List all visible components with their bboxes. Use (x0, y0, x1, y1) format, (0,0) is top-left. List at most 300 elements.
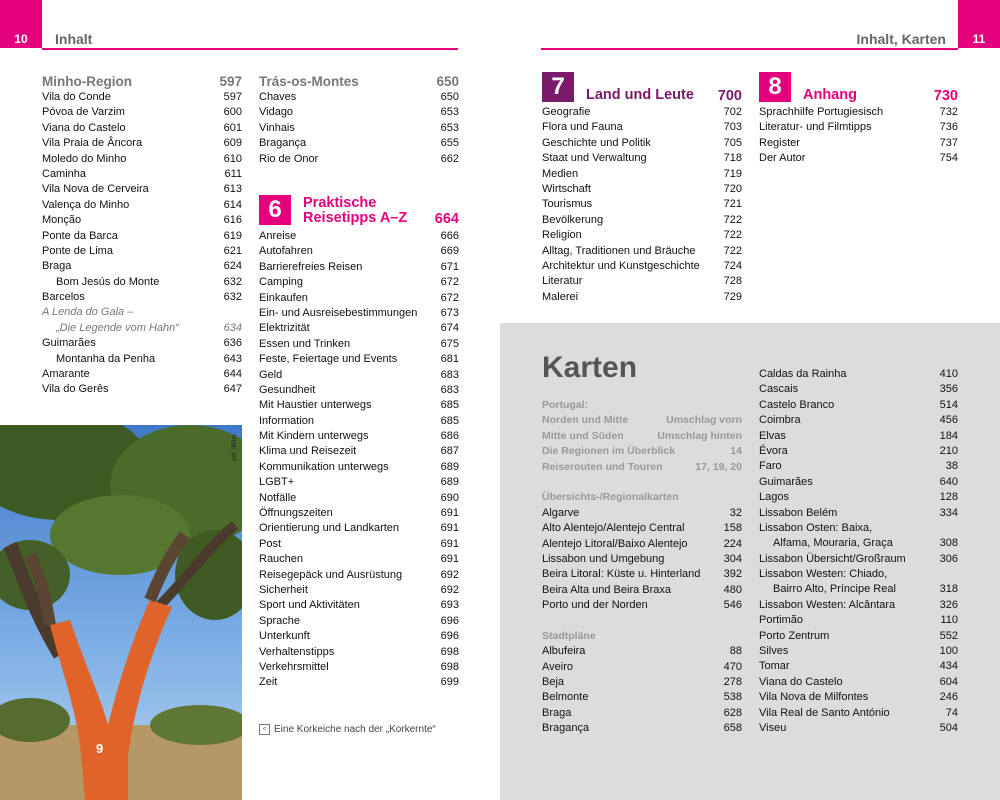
toc-entry (42, 121, 242, 136)
running-header-left: Inhalt (55, 31, 93, 47)
entry-label: Mit Kindern unterwegs (259, 430, 369, 443)
entry-label: Amarante (42, 368, 90, 381)
entry-page: 672 (440, 291, 459, 304)
chapter6-list (259, 229, 459, 691)
toc-entry (542, 228, 742, 243)
toc-entry (759, 613, 958, 628)
entry-page: 685 (440, 399, 459, 412)
section-page: 597 (219, 74, 242, 89)
entry-label: Gesundheit (259, 383, 316, 396)
photo-credit: pdf_384ts (232, 434, 238, 461)
entry-page: 662 (440, 152, 459, 165)
group-label-overview: Übersichts-/Regionalkarten (542, 491, 679, 504)
entry-label: Verkehrsmittel (259, 660, 329, 673)
toc-entry (42, 152, 242, 167)
entry-page: 470 (723, 660, 742, 673)
toc-entry (42, 105, 242, 120)
entry-label: Tomar (759, 660, 790, 673)
entry-page: 673 (440, 306, 459, 319)
entry-page: 318 (939, 583, 958, 596)
entry-page: 640 (939, 475, 958, 488)
entry-page: 675 (440, 337, 459, 350)
entry-page: 456 (939, 414, 958, 427)
toc-entry (542, 552, 742, 567)
entry-page: 308 (939, 537, 958, 550)
toc-entry (42, 229, 242, 244)
entry-page: 392 (723, 568, 742, 581)
page-number-tab-right: 11 (958, 0, 1000, 48)
entry-label: Bairro Alto, Príncipe Real (773, 583, 896, 596)
toc-entry (42, 382, 242, 397)
entry-page: 754 (939, 152, 958, 165)
entry-page: 514 (939, 398, 958, 411)
entry-label: Lissabon Belém (759, 506, 838, 519)
toc-entry (259, 244, 459, 259)
maps-left-column (542, 398, 742, 737)
caption-arrow-icon: < (259, 724, 270, 735)
section-minho (42, 73, 242, 398)
entry-page: 683 (440, 383, 459, 396)
entry-page: 720 (723, 182, 742, 195)
entry-label: Vila Nova de Milfontes (759, 691, 869, 704)
entry-page: 685 (440, 414, 459, 427)
entry-page: 718 (723, 152, 742, 165)
entry-page: 643 (223, 352, 242, 365)
entry-label: Braga (42, 260, 72, 273)
entry-label: Silves (759, 645, 789, 658)
entry-label: Essen und Trinken (259, 337, 351, 350)
entry-label: Orientierung und Landkarten (259, 522, 400, 535)
toc-entry (542, 460, 742, 475)
toc-entry (759, 659, 958, 674)
entry-page: 647 (223, 383, 242, 396)
entry-label: Vila Praia de Âncora (42, 137, 143, 150)
toc-entry (759, 444, 958, 459)
toc-entry (759, 567, 958, 582)
entry-label: Notfälle (259, 491, 297, 504)
entry-page: 702 (723, 106, 742, 118)
chapter-title: Land und Leute (586, 87, 694, 103)
toc-entry (759, 536, 958, 551)
entry-page: 246 (939, 691, 958, 704)
toc-entry (259, 414, 459, 429)
entry-page: 722 (723, 229, 742, 242)
entry-label: Alfama, Mouraria, Graça (773, 537, 893, 550)
entry-label: Sprache (259, 614, 300, 627)
entry-page: 691 (440, 553, 459, 566)
toc-entry (542, 259, 742, 274)
toc-entry (542, 706, 742, 721)
entry-page: 632 (223, 275, 242, 288)
toc-entry (259, 552, 459, 567)
entry-page: 691 (440, 507, 459, 520)
entry-page: 683 (440, 368, 459, 381)
photo-caption (259, 724, 436, 735)
toc-entry (759, 506, 958, 521)
entry-label: Viseu (759, 721, 787, 734)
toc-entry (259, 368, 459, 383)
entry-label: Faro (759, 460, 782, 473)
chapter-title-line1: Praktische (303, 195, 377, 211)
toc-entry (259, 229, 459, 244)
entry-page: 100 (939, 645, 958, 658)
toc-list (259, 90, 459, 167)
entry-label: Reiserouten und Touren (542, 460, 663, 473)
toc-entry (759, 690, 958, 705)
tree-painted-number: 9 (96, 741, 104, 756)
entry-page: 698 (440, 660, 459, 673)
entry-page: 624 (223, 260, 242, 273)
entry-page: 721 (723, 198, 742, 211)
toc-entry (542, 151, 742, 166)
entry-label: Lagos (759, 491, 789, 504)
entry-label: Zeit (259, 676, 278, 689)
entry-label: Bragança (542, 722, 590, 735)
entry-label: Anreise (259, 230, 297, 242)
entry-label: Verhaltenstipps (259, 645, 335, 658)
chapter-number-badge: 8 (759, 72, 791, 102)
toc-entry (259, 291, 459, 306)
entry-page: 74 (945, 706, 958, 719)
entry-label: Elvas (759, 429, 786, 442)
toc-entry (259, 306, 459, 321)
entry-page: 650 (440, 91, 459, 103)
entry-label: Elektrizität (259, 322, 310, 335)
entry-label: Barrierefreies Reisen (259, 260, 363, 273)
entry-label: Unterkunft (259, 630, 310, 643)
toc-entry (259, 105, 459, 120)
toc-entry (542, 244, 742, 259)
entry-label: Porto Zentrum (759, 629, 830, 642)
entry-page: 614 (223, 198, 242, 211)
toc-entry (542, 413, 742, 428)
entry-page: 304 (723, 552, 742, 565)
toc-entry (259, 583, 459, 598)
toc-entry (42, 213, 242, 228)
chapter-page: 700 (717, 88, 742, 104)
entry-label: Monção (42, 214, 82, 227)
entry-page: 17, 19, 20 (695, 460, 742, 473)
toc-entry (42, 90, 242, 105)
entry-label: Lissabon und Umgebung (542, 552, 665, 565)
entry-label: Portimão (759, 614, 804, 627)
toc-entry (259, 444, 459, 459)
entry-page: 692 (440, 568, 459, 581)
toc-entry (759, 644, 958, 659)
toc-entry (542, 167, 742, 182)
chapter-number-badge: 7 (542, 72, 574, 102)
entry-page: 669 (440, 245, 459, 258)
entry-page: 616 (223, 214, 242, 227)
entry-label: Sicherheit (259, 583, 308, 596)
entry-page: 674 (440, 322, 459, 335)
toc-entry (542, 120, 742, 135)
entry-page: 655 (440, 137, 459, 150)
toc-entry (259, 537, 459, 552)
entry-label: Klima und Reisezeit (259, 445, 357, 458)
entry-page: 619 (223, 229, 242, 242)
entry-label: Geld (259, 368, 283, 381)
chapter-title: Anhang (803, 87, 857, 103)
entry-label: Viana do Castelo (759, 675, 843, 688)
entry-label: Montanha da Penha (56, 352, 156, 365)
entry-page: 410 (939, 368, 958, 380)
caption-text: Eine Korkeiche nach der „Korkernte“ (274, 724, 436, 735)
section-tras-os-montes (259, 73, 459, 167)
toc-entry (259, 614, 459, 629)
toc-entry (259, 383, 459, 398)
toc-entry (42, 336, 242, 351)
entry-label: Vila do Gerês (42, 383, 109, 396)
entry-page: 184 (939, 429, 958, 442)
entry-page: 38 (945, 460, 958, 473)
entry-label: Viana do Castelo (42, 121, 126, 134)
toc-entry (42, 244, 242, 259)
toc-entry (759, 120, 958, 135)
entry-label: Cascais (759, 383, 799, 396)
cork-oak-photo (0, 425, 242, 800)
entry-page: 653 (440, 106, 459, 119)
entry-label: Aveiro (542, 660, 573, 673)
entry-page: 699 (440, 676, 459, 689)
entry-label: Camping (259, 276, 304, 289)
entry-page: 722 (723, 244, 742, 257)
entry-label: Vila do Conde (42, 91, 111, 103)
entry-page: 722 (723, 213, 742, 226)
entry-label: Lissabon Westen: Chiado, (759, 568, 888, 581)
entry-page: 613 (223, 183, 242, 196)
toc-entry (259, 321, 459, 336)
entry-label: Barcelos (42, 291, 85, 304)
toc-entry (259, 568, 459, 583)
toc-entry (42, 321, 242, 336)
section-page: 650 (436, 74, 459, 89)
toc-entry (42, 352, 242, 367)
toc-entry (259, 260, 459, 275)
toc-entry (259, 429, 459, 444)
entry-page: 724 (723, 259, 742, 272)
running-header-right: Inhalt, Karten (856, 31, 946, 47)
toc-entry (259, 337, 459, 352)
entry-page: 728 (723, 275, 742, 288)
toc-entry (542, 105, 742, 120)
toc-entry (542, 290, 742, 305)
entry-label: Caldas da Rainha (759, 368, 847, 380)
entry-label: Kommunikation unterwegs (259, 460, 389, 473)
entry-label: Der Autor (759, 152, 806, 165)
entry-label: Öffnungszeiten (259, 507, 333, 520)
chapter-number-badge: 6 (259, 195, 291, 225)
entry-label: Die Regionen im Überblick (542, 445, 676, 458)
toc-entry (259, 521, 459, 536)
entry-page: 691 (440, 537, 459, 550)
entry-label: Lissabon Osten: Baixa, (759, 521, 873, 534)
entry-page: 653 (440, 121, 459, 134)
entry-label: Caminha (42, 167, 87, 180)
toc-entry (759, 413, 958, 428)
entry-page: 88 (729, 645, 742, 658)
entry-page: 628 (723, 706, 742, 719)
entry-page: 610 (223, 152, 242, 165)
entry-page: 326 (939, 598, 958, 611)
entry-label: Bragança (259, 137, 307, 150)
chapter-page: 730 (933, 88, 958, 104)
entry-label: Bom Jesús do Monte (56, 275, 160, 288)
toc-entry (759, 629, 958, 644)
toc-entry (542, 506, 742, 521)
toc-entry (42, 136, 242, 151)
toc-entry (42, 305, 242, 320)
entry-label: Moledo do Minho (42, 152, 127, 165)
entry-page: 689 (440, 460, 459, 473)
entry-page: 692 (440, 583, 459, 596)
entry-label: Feste, Feiertage und Events (259, 353, 398, 366)
chapter-title-line2: Reisetipps A–Z (303, 210, 408, 226)
entry-page: 698 (440, 645, 459, 658)
entry-label: Sport und Aktivitäten (259, 599, 360, 612)
entry-label: Beja (542, 676, 565, 689)
entry-label: Évora (759, 444, 788, 457)
entry-page: 306 (939, 552, 958, 565)
entry-label: Alto Alentejo/Alentejo Central (542, 522, 685, 535)
section-title: Trás-os-Montes (259, 74, 359, 89)
entry-label: Vinhais (259, 121, 295, 134)
entry-page: 690 (440, 491, 459, 504)
entry-page: 224 (723, 537, 742, 550)
toc-entry (759, 136, 958, 151)
toc-entry (259, 121, 459, 136)
section-heading (259, 73, 459, 90)
entry-label: Castelo Branco (759, 398, 835, 411)
toc-entry (542, 429, 742, 444)
entry-label: Information (259, 414, 315, 427)
entry-label: Literatur (542, 275, 583, 288)
entry-page: 696 (440, 614, 459, 627)
entry-label: Staat und Verwaltung (542, 152, 647, 165)
entry-label: Autofahren (259, 245, 313, 258)
entry-page: 666 (440, 230, 459, 242)
entry-label: Vidago (259, 106, 294, 119)
section-heading (42, 73, 242, 90)
toc-entry (759, 459, 958, 474)
entry-label: Coimbra (759, 414, 801, 427)
toc-entry (542, 537, 742, 552)
entry-label: LGBT+ (259, 476, 295, 489)
entry-page: 634 (223, 321, 242, 334)
maps-right-column (759, 367, 958, 736)
entry-label: Geschichte und Politik (542, 136, 651, 149)
toc-entry (259, 598, 459, 613)
toc-entry (42, 198, 242, 213)
entry-page: 14 (730, 445, 742, 458)
toc-entry (542, 274, 742, 289)
entry-label: Religion (542, 229, 582, 242)
entry-page: 703 (723, 121, 742, 134)
toc-entry (42, 275, 242, 290)
toc-entry (759, 382, 958, 397)
entry-label: Alentejo Litoral/Baixo Alentejo (542, 537, 688, 550)
entry-label: Albufeira (542, 645, 586, 658)
entry-label: A Lenda do Gala – (42, 306, 134, 319)
toc-entry (759, 475, 958, 490)
entry-label: Ponte da Barca (42, 229, 118, 242)
entry-page: 32 (729, 506, 742, 519)
entry-page: 737 (939, 136, 958, 149)
toc-entry (542, 213, 742, 228)
entry-page: 672 (440, 276, 459, 289)
toc-entry (542, 521, 742, 536)
entry-label: Alltag, Traditionen und Bräuche (542, 244, 696, 257)
entry-page: 434 (939, 660, 958, 673)
toc-entry (759, 598, 958, 613)
entry-label: Vila Nova de Cerveira (42, 183, 149, 196)
toc-entry (259, 275, 459, 290)
entry-label: Register (759, 136, 800, 149)
entry-label: Beira Litoral: Küste u. Hinterland (542, 568, 701, 581)
entry-label: Norden und Mitte (542, 414, 629, 427)
entry-page: 729 (723, 290, 742, 303)
entry-label: Póvoa de Varzim (42, 106, 125, 119)
entry-page: 644 (223, 368, 242, 381)
toc-entry (542, 644, 742, 659)
entry-label: Porto und der Norden (542, 599, 648, 612)
toc-entry (259, 352, 459, 367)
entry-label: Post (259, 537, 282, 550)
toc-entry (542, 197, 742, 212)
entry-label: Rauchen (259, 553, 304, 566)
entry-page: 658 (723, 722, 742, 735)
toc-entry (759, 721, 958, 736)
toc-entry (259, 136, 459, 151)
toc-entry (42, 367, 242, 382)
toc-entry (759, 706, 958, 721)
entry-label: Sprachhilfe Portugiesisch (759, 106, 884, 118)
toc-entry (759, 675, 958, 690)
toc-entry (259, 398, 459, 413)
entry-page: 693 (440, 599, 459, 612)
toc-entry (759, 105, 958, 120)
entry-page: 504 (939, 721, 958, 734)
entry-page: 538 (723, 691, 742, 704)
entry-label: Lissabon Übersicht/Großraum (759, 552, 906, 565)
entry-page: 128 (939, 491, 958, 504)
entry-label: Valença do Minho (42, 198, 130, 211)
entry-label: Vila Real de Santo António (759, 706, 890, 719)
toc-entry (259, 675, 459, 690)
toc-entry (259, 90, 459, 105)
entry-page: 705 (723, 136, 742, 149)
toc-entry (759, 521, 958, 536)
toc-entry (259, 629, 459, 644)
toc-entry (542, 444, 742, 459)
entry-label: Guimarães (759, 475, 813, 488)
chapter-page: 664 (434, 211, 459, 227)
toc-entry (542, 182, 742, 197)
toc-entry (542, 660, 742, 675)
toc-entry (759, 490, 958, 505)
entry-label: Algarve (542, 506, 580, 519)
entry-label: Reisegepäck und Ausrüstung (259, 568, 403, 581)
toc-entry (42, 290, 242, 305)
entry-page: 552 (939, 629, 958, 642)
entry-label: „Die Legende vom Hahn“ (56, 321, 179, 334)
entry-label: Literatur- und Filmtipps (759, 121, 872, 134)
entry-page: 696 (440, 630, 459, 643)
entry-page: 480 (723, 583, 742, 596)
entry-label: Ein- und Ausreisebestimmungen (259, 306, 418, 319)
toc-entry (259, 660, 459, 675)
entry-label: Braga (542, 706, 572, 719)
